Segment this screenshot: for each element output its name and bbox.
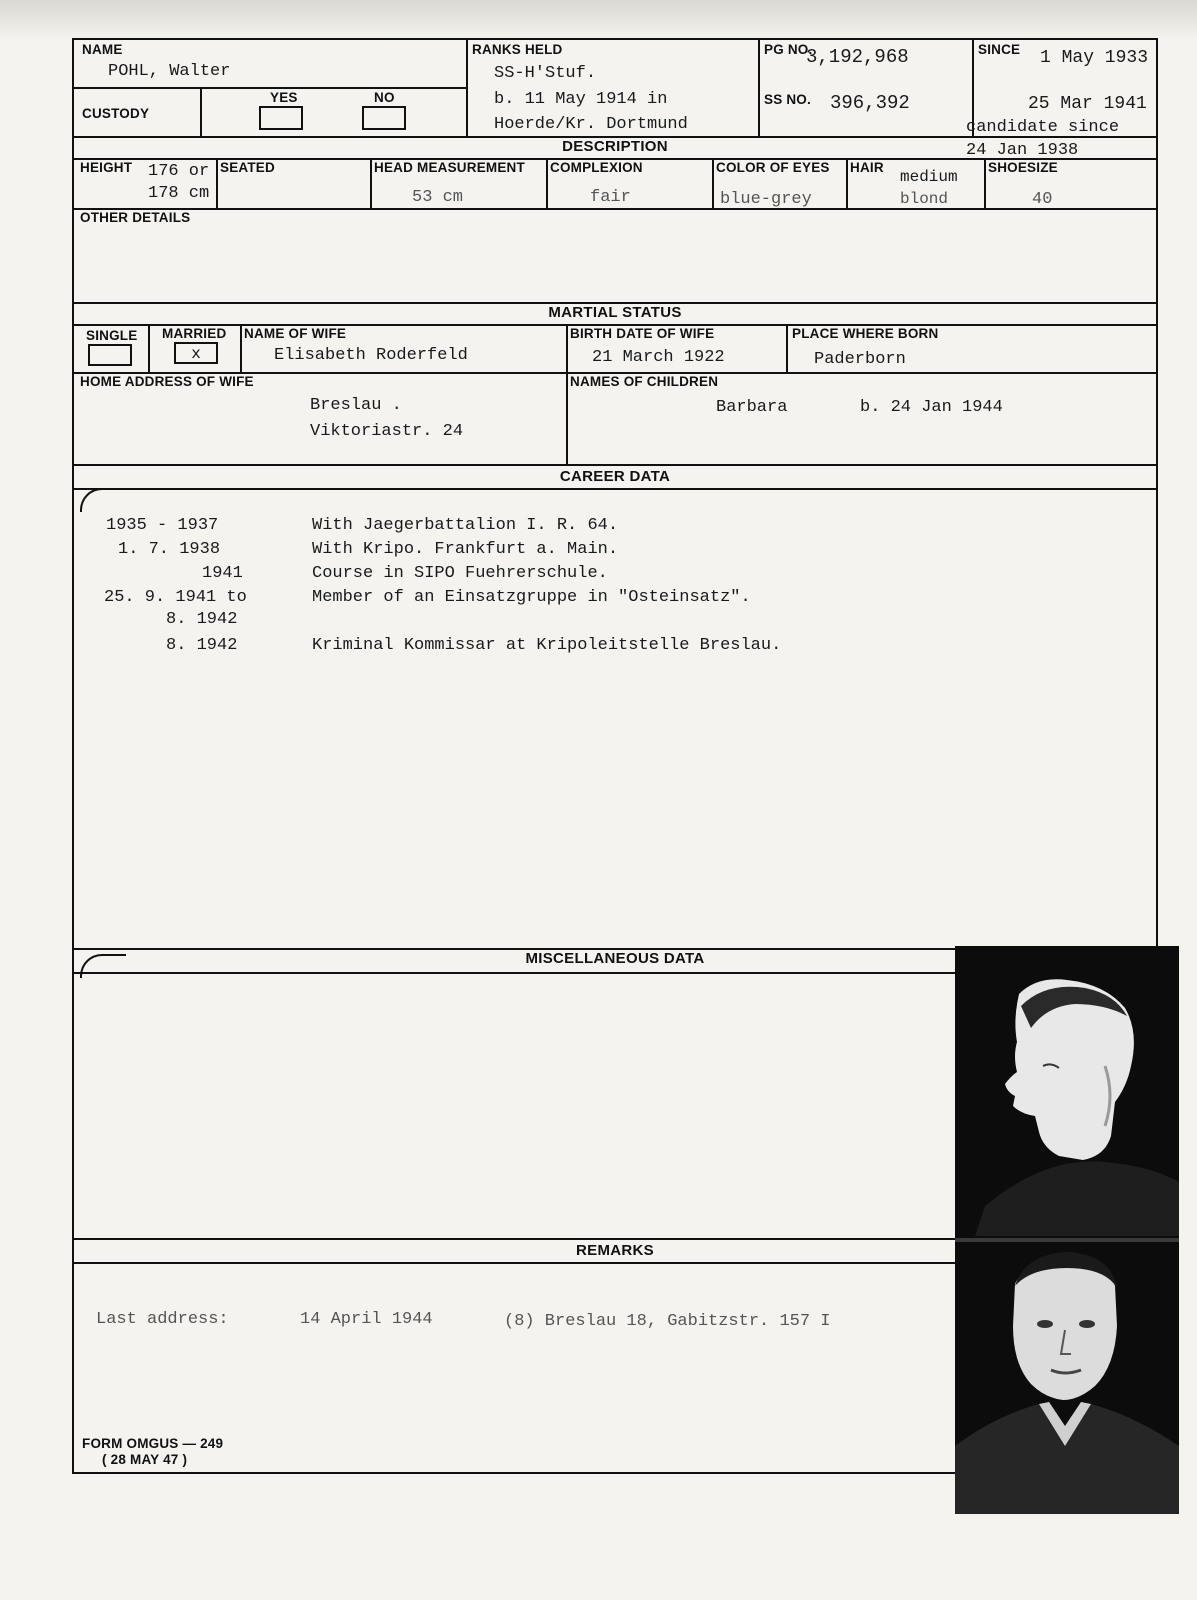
- custody-yes-label: YES: [270, 90, 298, 105]
- candidate-since-label: candidate since: [966, 118, 1120, 137]
- rule: [984, 158, 986, 208]
- rule: [370, 158, 372, 208]
- other-details-label: OTHER DETAILS: [80, 210, 191, 225]
- career-text-4: Member of an Einsatzgruppe in "Osteinsatz".: [312, 588, 751, 607]
- eye-color-value: blue-grey: [720, 190, 812, 209]
- mugshot-photographs: [955, 946, 1179, 1514]
- career-date-6: 8. 1942: [166, 636, 238, 655]
- wife-address-line-1: Breslau .: [310, 396, 402, 415]
- description-header: DESCRIPTION: [562, 138, 668, 155]
- custody-yes-checkbox[interactable]: [259, 106, 303, 130]
- rule: [466, 40, 468, 136]
- single-checkbox[interactable]: [88, 344, 132, 366]
- custody-label: CUSTODY: [82, 106, 150, 121]
- rule: [216, 158, 218, 208]
- birthplace-line: Hoerde/Kr. Dortmund: [494, 115, 688, 134]
- custody-no-checkbox[interactable]: [362, 106, 406, 130]
- rule: [74, 87, 466, 89]
- hair-value-2: blond: [900, 190, 949, 208]
- rule: [148, 324, 150, 372]
- birth-line: b. 11 May 1914 in: [494, 90, 668, 109]
- married-label: MARRIED: [162, 326, 227, 341]
- career-date-4: 25. 9. 1941 to: [104, 588, 247, 607]
- shoesize-label: SHOESIZE: [988, 160, 1058, 175]
- career-text-6: Kriminal Kommissar at Kripoleitstelle Breslau.: [312, 636, 782, 655]
- children-label: NAMES OF CHILDREN: [570, 374, 719, 389]
- height-value-2: 178 cm: [148, 184, 210, 203]
- marital-status-header: MARTIAL STATUS: [548, 304, 682, 321]
- career-date-3: 1941: [202, 564, 243, 583]
- rule: [200, 87, 202, 136]
- head-measurement-value: 53 cm: [412, 188, 464, 207]
- rule: [566, 324, 568, 466]
- form-number: FORM OMGUS — 249: [82, 1436, 224, 1451]
- wife-home-address-label: HOME ADDRESS OF WIFE: [80, 374, 254, 389]
- eye-color-label: COLOR OF EYES: [716, 160, 830, 175]
- name-value: POHL, Walter: [108, 62, 231, 81]
- complexion-label: COMPLEXION: [550, 160, 643, 175]
- since-label: SINCE: [978, 42, 1021, 57]
- rule: [74, 208, 1156, 210]
- rank-value: SS-H'Stuf.: [494, 64, 597, 83]
- remarks-header: REMARKS: [576, 1242, 654, 1259]
- since-date-2: 25 Mar 1941: [1028, 94, 1147, 114]
- last-address-date: 14 April 1944: [300, 1310, 433, 1329]
- rule: [74, 464, 1156, 466]
- single-label: SINGLE: [86, 328, 138, 343]
- rule: [546, 158, 548, 208]
- tab-marker: [80, 488, 126, 512]
- wife-address-line-2: Viktoriastr. 24: [310, 422, 464, 441]
- hair-value-1: medium: [900, 168, 958, 186]
- shoesize-value: 40: [1032, 190, 1053, 209]
- wife-name-label: NAME OF WIFE: [244, 326, 347, 341]
- ranks-held-label: RANKS HELD: [472, 42, 563, 57]
- rule: [712, 158, 714, 208]
- wife-name-value: Elisabeth Roderfeld: [274, 346, 468, 365]
- misc-data-header: MISCELLANEOUS DATA: [525, 950, 705, 967]
- rule: [846, 158, 848, 208]
- career-text-3: Course in SIPO Fuehrerschule.: [312, 564, 608, 583]
- rule: [240, 324, 242, 372]
- career-text-2: With Kripo. Frankfurt a. Main.: [312, 540, 619, 559]
- height-label: HEIGHT: [80, 160, 133, 175]
- last-address-label: Last address:: [96, 1310, 229, 1329]
- rule: [74, 488, 1156, 490]
- career-date-1: 1935 - 1937: [106, 516, 219, 535]
- head-measurement-label: HEAD MEASUREMENT: [374, 160, 525, 175]
- career-date-5: 8. 1942: [166, 610, 238, 629]
- pg-number-value: 3,192,968: [806, 46, 909, 68]
- last-address-value: (8) Breslau 18, Gabitzstr. 157 I: [504, 1312, 831, 1331]
- birthplace-value: Paderborn: [814, 350, 906, 369]
- career-text-1: With Jaegerbattalion I. R. 64.: [312, 516, 619, 535]
- child-name: Barbara: [716, 398, 788, 417]
- since-date-1: 1 May 1933: [1040, 48, 1149, 68]
- married-checkbox[interactable]: x: [174, 342, 218, 364]
- birthplace-label: PLACE WHERE BORN: [792, 326, 939, 341]
- rule: [786, 324, 788, 372]
- name-label: NAME: [82, 42, 123, 57]
- complexion-value: fair: [590, 188, 631, 207]
- pg-number-label: PG NO.: [764, 42, 813, 57]
- career-data-header: CAREER DATA: [559, 468, 671, 485]
- mugshot-image: [955, 946, 1179, 1514]
- height-value-1: 176 or: [148, 162, 210, 181]
- ss-number-value: 396,392: [830, 92, 910, 114]
- top-scan-shadow: [0, 0, 1197, 40]
- hair-label: HAIR: [850, 160, 884, 175]
- rule: [758, 40, 760, 136]
- wife-birth-date-value: 21 March 1922: [592, 348, 725, 367]
- child-birth: b. 24 Jan 1944: [860, 398, 1003, 417]
- seated-label: SEATED: [220, 160, 275, 175]
- career-date-2: 1. 7. 1938: [118, 540, 221, 559]
- wife-birth-date-label: BIRTH DATE OF WIFE: [570, 326, 715, 341]
- custody-no-label: NO: [374, 90, 395, 105]
- candidate-since-date: 24 Jan 1938: [966, 141, 1079, 160]
- form-date: ( 28 MAY 47 ): [102, 1452, 188, 1467]
- ss-number-label: SS NO.: [764, 92, 811, 107]
